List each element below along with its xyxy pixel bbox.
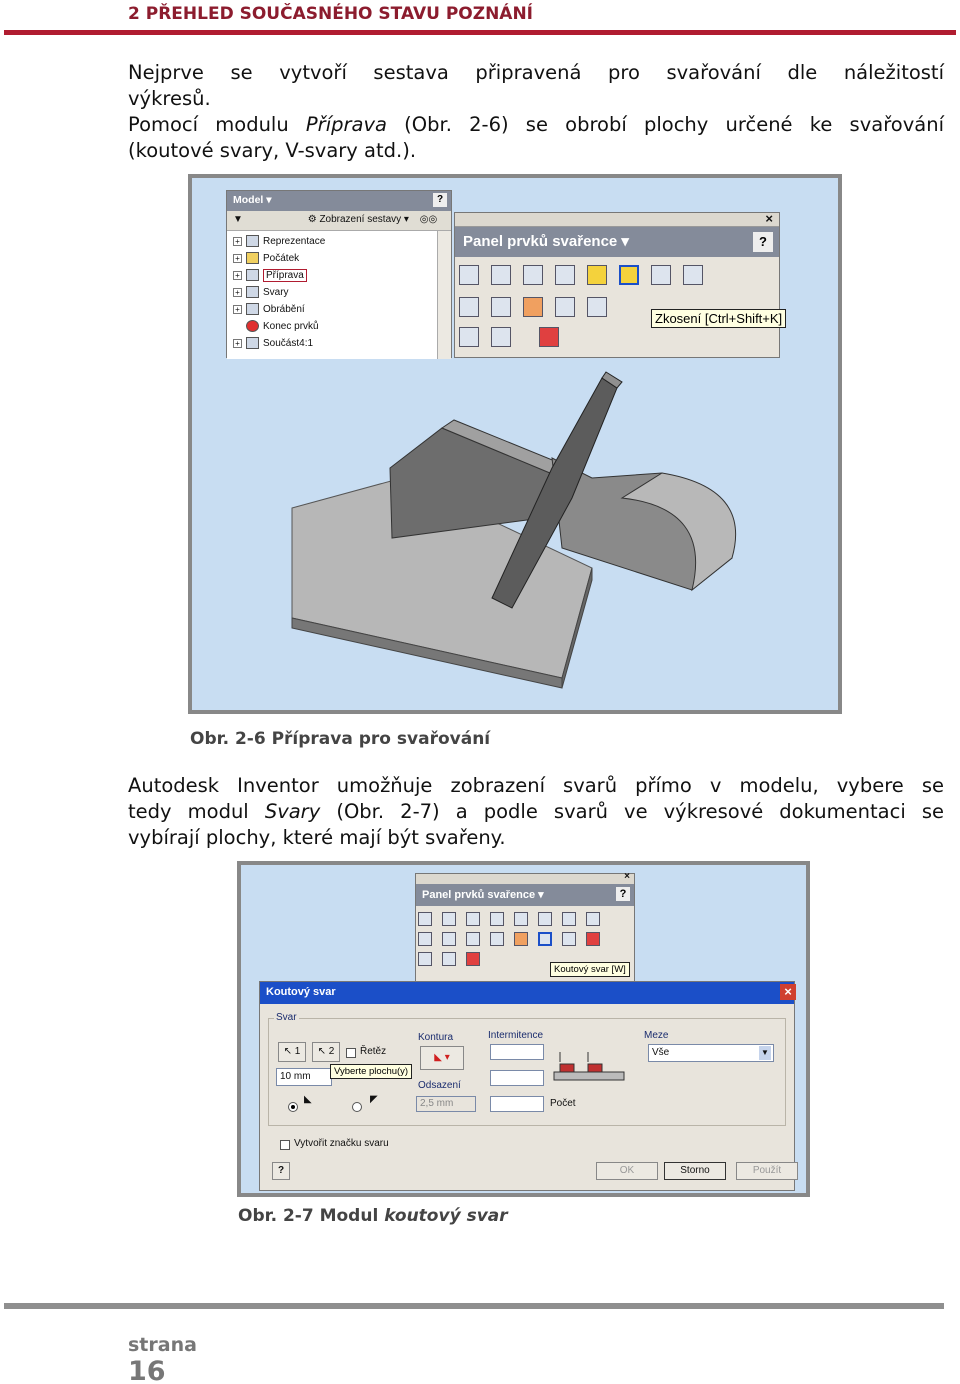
para1-line3: [128, 112, 944, 138]
tool-icon[interactable]: [466, 932, 480, 946]
select-faces-tooltip: Vyberte plochu(y): [330, 1064, 412, 1079]
help-button[interactable]: ?: [272, 1162, 290, 1180]
para1-text: Pomocí modulu: [128, 113, 306, 136]
tool-icon[interactable]: [466, 952, 480, 966]
cancel-button[interactable]: Storno: [664, 1162, 726, 1180]
contour-label: Kontura: [418, 1032, 454, 1043]
panel-grip[interactable]: [455, 213, 779, 227]
panel-title: Panel prvků svařence: [422, 889, 536, 901]
tool-icon[interactable]: [466, 912, 480, 926]
tool-icon[interactable]: [490, 912, 504, 926]
figure-preparation: [188, 174, 842, 714]
panel-header[interactable]: Panel prvků svařence ▾ ?: [455, 227, 779, 257]
tool-icon[interactable]: [651, 265, 671, 285]
extents-select[interactable]: [648, 1044, 774, 1062]
dialog-title: Koutový svar: [266, 986, 336, 998]
weldment-panel-small: [415, 873, 635, 983]
intermittence-spacing-input[interactable]: [490, 1070, 544, 1086]
tool-icon[interactable]: [523, 265, 543, 285]
binoculars-icon[interactable]: ◎◎: [419, 214, 438, 225]
tree-item[interactable]: + Součást4:1: [233, 335, 313, 351]
preparation-icon: [246, 269, 259, 281]
close-icon[interactable]: ×: [780, 984, 796, 1000]
tool-icon[interactable]: [459, 327, 479, 347]
intermittence-label: Intermitence: [488, 1030, 544, 1041]
para2-text-rest: (Obr. 2-7) a podle svarů ve výkresové dokumentaci se: [320, 800, 944, 823]
figure-1-caption: Obr. 2-6 Příprava pro svařování: [190, 729, 491, 749]
chamfer-icon[interactable]: [619, 265, 639, 285]
close-icon[interactable]: ×: [765, 211, 773, 226]
part-icon: [246, 337, 259, 349]
header-rule: [4, 30, 956, 35]
tool-icon[interactable]: [555, 265, 575, 285]
browser-tree: [227, 231, 439, 359]
para2-text: tedy modul: [128, 800, 265, 823]
help-icon[interactable]: ?: [433, 193, 447, 207]
group-svar-label: Svar: [276, 1012, 297, 1023]
weldment-panel: [454, 211, 783, 358]
figure-fillet-weld: [237, 861, 810, 1197]
apply-button[interactable]: Použít: [736, 1162, 798, 1180]
fillet-weld-icon[interactable]: [538, 932, 552, 946]
tool-icon[interactable]: [491, 265, 511, 285]
extents-value: Vše: [652, 1047, 670, 1058]
button-number: 2: [328, 1046, 335, 1057]
panel-title: Panel prvků svařence: [463, 233, 618, 250]
para2-line2: [128, 799, 944, 825]
tree-item[interactable]: + Počátek: [233, 250, 299, 266]
tree-label: Počátek: [263, 252, 300, 264]
filter-icon[interactable]: ▼: [233, 214, 243, 225]
select-set-2-button[interactable]: ↖ 2: [312, 1042, 340, 1062]
chevron-down-icon[interactable]: ▼: [759, 1046, 771, 1060]
intermittence-diagram: [550, 1048, 628, 1088]
radio-concave[interactable]: [288, 1102, 298, 1112]
radio-convex[interactable]: [352, 1102, 362, 1112]
contour-dropdown[interactable]: ◣ ▾: [420, 1046, 464, 1070]
paragraph-1: [128, 60, 944, 164]
tree-label: Příprava: [263, 269, 307, 282]
create-symbol-checkbox[interactable]: [280, 1140, 290, 1150]
fillet-weld-dialog: [259, 981, 795, 1191]
extents-label: Meze: [644, 1030, 669, 1041]
end-of-features-icon: [246, 320, 259, 332]
tool-icon[interactable]: [442, 952, 456, 966]
ok-button[interactable]: OK: [596, 1162, 658, 1180]
dialog-titlebar[interactable]: [260, 982, 794, 1004]
machining-icon: [246, 303, 259, 315]
para2-module-name: Svary: [264, 800, 321, 823]
tool-icon[interactable]: [442, 932, 456, 946]
tree-label: Konec prvků: [263, 320, 319, 332]
para1-text-rest: (Obr. 2-6) se obrobí plochy určené ke svařování: [386, 113, 944, 136]
tool-icon[interactable]: [491, 297, 511, 317]
caption-text: Obr. 2-7 Modul: [238, 1206, 385, 1226]
representation-icon: [246, 235, 259, 247]
caption-module-name: koutový svar: [384, 1206, 508, 1226]
tool-icon[interactable]: [459, 265, 479, 285]
tree-label: Svary: [263, 286, 289, 298]
tool-icon[interactable]: [562, 912, 576, 926]
tree-item[interactable]: [233, 318, 319, 334]
help-icon[interactable]: ?: [753, 232, 773, 252]
view-select-label: Zobrazení sestavy: [319, 214, 402, 225]
tree-item[interactable]: + Svary: [233, 284, 289, 300]
tool-icon[interactable]: [555, 297, 575, 317]
chain-checkbox[interactable]: [346, 1048, 356, 1058]
tree-label: Reprezentace: [263, 235, 326, 247]
offset-input[interactable]: 2,5 mm: [416, 1096, 476, 1112]
tool-icon[interactable]: [514, 912, 528, 926]
para2-line1: Autodesk Inventor umožňuje zobrazení svarů přímo v modelu, vybere se: [128, 774, 944, 797]
chain-label: Řetěz: [360, 1046, 387, 1057]
browser-header[interactable]: Model ▾ ?: [227, 191, 451, 211]
tool-icon[interactable]: [538, 912, 552, 926]
tool-icon[interactable]: [539, 327, 559, 347]
para2-line3: vybírají plochy, které mají být svařeny.: [128, 826, 506, 849]
view-select[interactable]: ⚙ Zobrazení sestavy ▾: [307, 214, 409, 225]
button-number: 1: [294, 1046, 301, 1057]
tool-icon[interactable]: [523, 297, 543, 317]
para1-line1: Nejprve se vytvoří sestava připravená pro svařování dle náležitostí: [128, 61, 944, 84]
para1-line2: výkresů.: [128, 87, 211, 110]
tool-icon[interactable]: [683, 265, 703, 285]
footer-rule: [4, 1303, 944, 1309]
intermittence-length-input[interactable]: [490, 1044, 544, 1060]
tree-label: Obrábění: [263, 303, 305, 315]
fillet-weld-tooltip: Koutový svar [W]: [550, 962, 630, 977]
create-symbol-label: Vytvořit značku svaru: [294, 1138, 389, 1149]
select-set-1-button[interactable]: ↖ 1: [278, 1042, 306, 1062]
panel-header[interactable]: Panel prvků svařence ▾ ?: [416, 884, 634, 906]
tool-icon[interactable]: [586, 912, 600, 926]
tool-icon[interactable]: [418, 952, 432, 966]
panel-grip[interactable]: [416, 871, 634, 884]
header-title: 2 PŘEHLED SOUČASNÉHO STAVU POZNÁNÍ: [128, 4, 534, 24]
count-label: Počet: [550, 1098, 576, 1109]
tool-icon[interactable]: [514, 932, 528, 946]
tool-icon[interactable]: [490, 932, 504, 946]
help-icon[interactable]: ?: [616, 887, 630, 901]
offset-label: Odsazení: [418, 1080, 461, 1091]
browser-title: Model: [233, 194, 264, 206]
count-input[interactable]: [490, 1096, 544, 1112]
folder-icon: [246, 252, 259, 264]
close-icon[interactable]: ×: [624, 871, 630, 882]
tool-icon[interactable]: [442, 912, 456, 926]
welds-icon: [246, 286, 259, 298]
tool-icon[interactable]: [587, 265, 607, 285]
browser-scrollbar[interactable]: [437, 231, 451, 359]
tree-item[interactable]: + Obrábění: [233, 301, 305, 317]
para1-module-name: Příprava: [305, 113, 387, 136]
tree-item[interactable]: + Reprezentace: [233, 233, 325, 249]
model-browser: [226, 190, 452, 358]
figure-2-caption: [238, 1206, 508, 1226]
tool-icon[interactable]: [491, 327, 511, 347]
tool-icon[interactable]: [418, 932, 432, 946]
fillet-profile-alt-icon: ◤: [370, 1094, 392, 1116]
paragraph-2: [128, 773, 944, 851]
weldment-3d-model: [192, 358, 838, 714]
browser-toolbar: [227, 211, 451, 231]
tool-icon[interactable]: [586, 932, 600, 946]
page-number: 16: [128, 1356, 166, 1384]
tree-item-selected[interactable]: + Příprava: [233, 267, 307, 283]
tool-icon[interactable]: [459, 297, 479, 317]
tool-icon[interactable]: [418, 912, 432, 926]
tree-label: Součást4:1: [263, 337, 314, 349]
tool-icon[interactable]: [562, 932, 576, 946]
para1-line4: (koutové svary, V-svary atd.).: [128, 139, 417, 162]
tool-icon[interactable]: [587, 297, 607, 317]
chamfer-tooltip: Zkosení [Ctrl+Shift+K]: [651, 309, 786, 328]
weld-size-input[interactable]: 10 mm: [276, 1068, 332, 1086]
footer-label: strana: [128, 1334, 197, 1356]
fillet-profile-icon: ◣: [304, 1094, 326, 1116]
